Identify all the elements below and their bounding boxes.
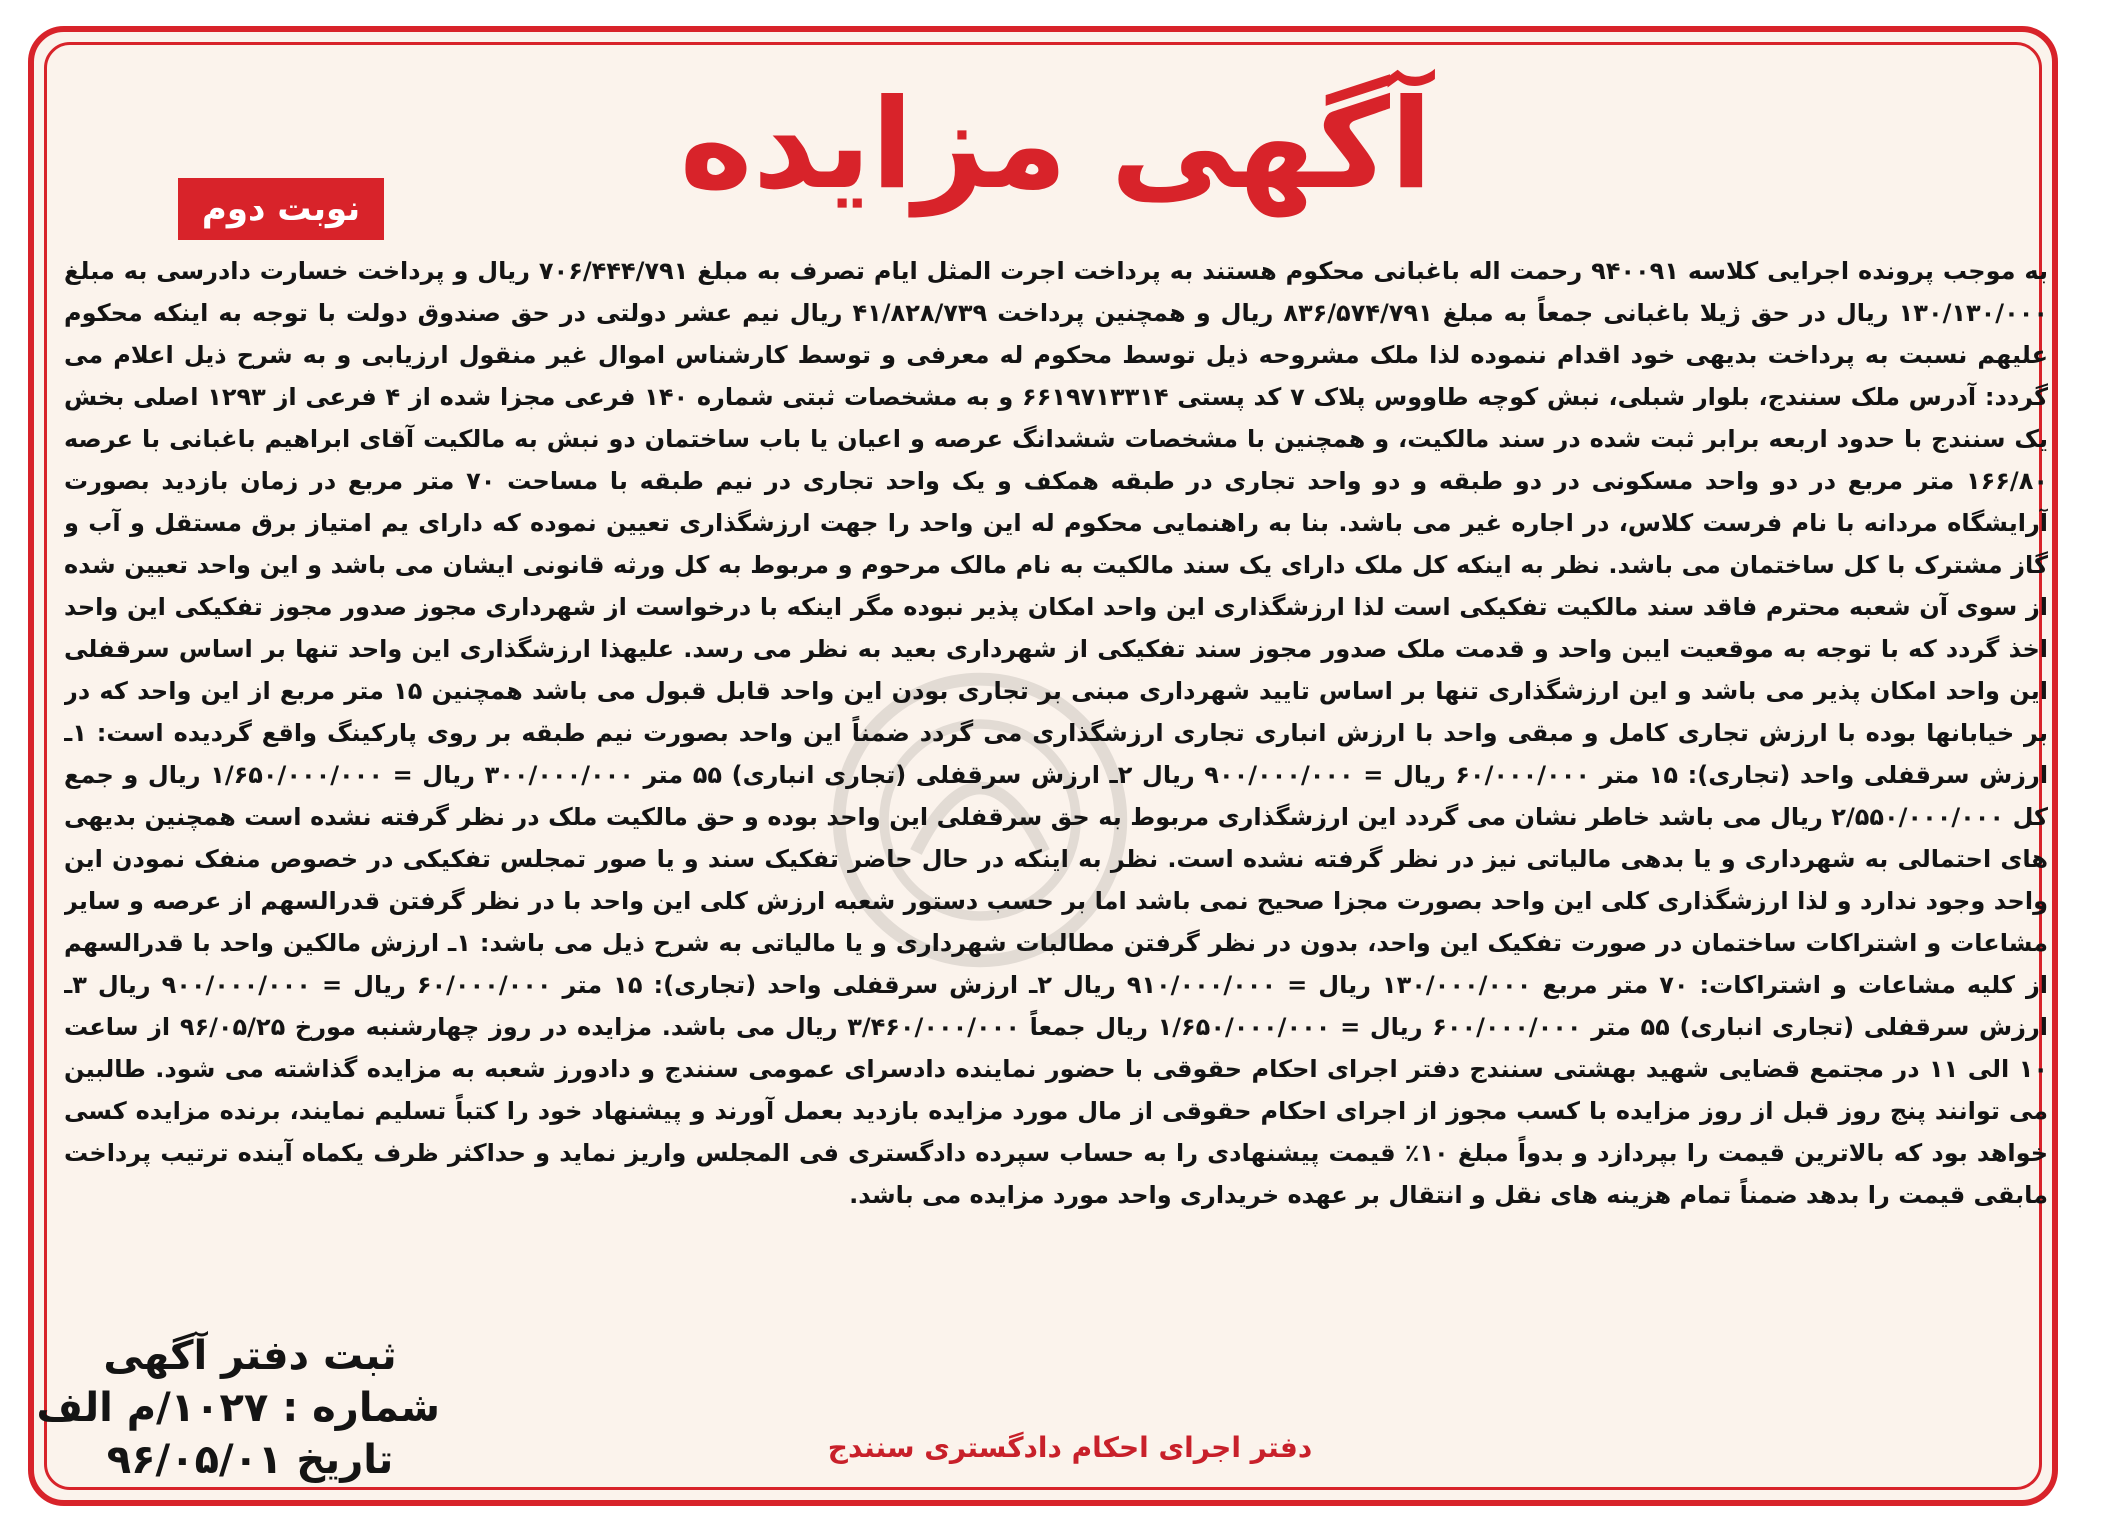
notice-body	[64, 250, 2048, 1310]
notice-title: آگهی مزایده	[679, 73, 1433, 217]
registry-block	[36, 1330, 440, 1486]
registry-title: ثبت دفتر آگهی	[103, 1333, 397, 1379]
round-badge: نوبت دوم	[178, 178, 384, 240]
issuing-office-signature: دفتر اجرای احکام دادگستری سنندج	[827, 1431, 1313, 1464]
registry-number: شماره : ۱۰۲۷/م الف	[36, 1385, 440, 1431]
notice-paragraph: به موجب پرونده اجرایی کلاسه ۹۴۰۰۹۱ رحمت اله باغبانی محکوم هستند به پرداخت اجرت المثل ایام تصرف به مبلغ ۷۰۶/۴۴۴/۷۹۱ ریال و پرداخت خسارت دادرسی به مبلغ ۱۳۰/۱۳۰/۰۰۰ ریال در حق ژیلا باغبانی جمعاً به مبلغ ۸۳۶/۵۷۴/۷۹۱ ریال و همچنین پرداخت ۴۱/۸۲۸/۷۳۹ ریال نیم عشر دولتی در حق صندوق دولت با توجه به اینکه محکوم علیهم نسبت به پرداخت بدیهی خود اقدام ننموده لذا ملک مشروحه ذیل توسط محکوم له معرفی و توسط کارشناس اموال غیر منقول ارزیابی و به شرح ذیل اعلام می گردد: آدرس ملک سنندج، بلوار شبلی، نبش کوچه طاووس پلاک ۷ کد پستی ۶۶۱۹۷۱۳۳۱۴ و به مشخصات ثبتی شماره ۱۴۰ فرعی مجزا شده از ۴ فرعی از ۱۲۹۳ اصلی بخش یک سنندج با حدود اربعه برابر ثبت شده در سند مالکیت، و همچنین با مشخصات ششدانگ عرصه و اعیان یا باب ساختمان دو نبش به مالکیت آقای ابراهیم باغبانی با عرصه ۱۶۶/۸۰ متر مربع در دو واحد مسکونی در دو طبقه و دو واحد تجاری در طبقه همکف و یک واحد تجاری در نیم طبقه با مساحت ۷۰ متر مربع در زمان بازدید بصورت آرایشگاه مردانه با نام فرست کلاس، در اجاره غیر می باشد. بنا به راهنمایی محکوم له این واحد را جهت ارزشگذاری تعیین نموده که دارای یم امتیاز برق مستقل و آب و گاز مشترک با کل ساختمان می باشد. نظر به اینکه کل ملک دارای یک سند مالکیت به نام مالک مرحوم و مربوط به کل ورثه قانونی ایشان می باشد و این واحد تعیین شده از سوی آن شعبه محترم فاقد سند مالکیت تفکیکی است لذا ارزشگذاری این واحد امکان پذیر نبوده مگر اینکه با درخواست از شهرداری مجوز صدور مجوز تفکیکی این واحد اخذ گردد که با توجه به موقعیت ایبن واحد و قدمت ملک صدور مجوز سند تفکیکی از شهرداری بعید به نظر می رسد. علیهذا ارزشگذاری این واحد تنها بر اساس سرقفلی این واحد امکان پذیر می باشد و این ارزشگذاری تنها بر اساس تایید شهرداری مبنی بر تجاری بودن این واحد قابل قبول می باشد همچنین ۱۵ متر مربع از این واحد که در بر خیابانها بوده با ارزش تجاری کامل و مبقی واحد با ارزش انباری تجاری ارزشگذاری می گردد ضمناً این واحد بصورت نیم طبقه بر روی پارکینگ واقع گردیده است: ۱ـ ارزش سرقفلی واحد (تجاری): ۱۵ متر ۶۰/۰۰۰/۰۰۰ ریال = ۹۰۰/۰۰۰/۰۰۰ ریال ۲ـ ارزش سرقفلی (تجاری انباری) ۵۵ متر ۳۰۰/۰۰۰/۰۰۰ ریال = ۱/۶۵۰/۰۰۰/۰۰۰ ریال و جمع کل ۲/۵۵۰/۰۰۰/۰۰۰ ریال می باشد خاطر نشان می گردد این ارزشگذاری مربوط به حق سرقفلی این واحد بوده و حق مالکیت ملک در نظر گرفته نشده است همچنین بدیهی های احتمالی به شهرداری و یا بدهی مالیاتی نیز در نظر گرفته نشده است. نظر به اینکه در حال حاضر تفکیک سند و یا صور تمجلس تفکیکی در خصوص منفک نمودن این واحد وجود ندارد و لذا ارزشگذاری کلی این واحد بصورت مجزا صحیح نمی باشد اما بر حسب دستور شعبه ارزش کلی این واحد با در نظر گرفتن قدرالسهم از عرصه و سایر مشاعات و اشتراکات ساختمان در صورت تفکیک این واحد، بدون در نظر گرفتن مطالبات شهرداری و یا مالیاتی به شرح ذیل می باشد: ۱ـ ارزش مالکین واحد با قدرالسهم از کلیه مشاعات و اشتراکات: ۷۰ متر مربع ۱۳۰/۰۰۰/۰۰۰ ریال = ۹۱۰/۰۰۰/۰۰۰ ریال ۲ـ ارزش سرقفلی واحد (تجاری): ۱۵ متر ۶۰/۰۰۰/۰۰۰ ریال = ۹۰۰/۰۰۰/۰۰۰ ریال ۳ـ ارزش سرقفلی (تجاری انباری) ۵۵ متر ۶۰۰/۰۰۰/۰۰۰ ریال = ۱/۶۵۰/۰۰۰/۰۰۰ ریال جمعاً ۳/۴۶۰/۰۰۰/۰۰۰ ریال می باشد. مزایده در روز چهارشنبه مورخ ۹۶/۰۵/۲۵ از ساعت ۱۰ الی ۱۱ در مجتمع قضایی شهید بهشتی سنندج دفتر اجرای احکام حقوقی با حضور نماینده دادسرای عمومی سنندج و دادورز شعبه به مزایده گذاشته می شود. طالبین می توانند پنج روز قبل از روز مزایده با کسب مجوز از اجرای احکام حقوقی از مال مورد مزایده بازدید بعمل آورند و پیشنهاد خود را کتباً تسلیم نمایند، برنده مزایده کسی خواهد بود که بالاترین قیمت را بپردازد و بدواً مبلغ ۱۰٪ قیمت پیشنهادی را به حساب سپرده دادگستری فی المجلس واریز نماید و حداکثر ظرف یکماه آینده ترتیب پرداخت مابقی قیمت را بدهد ضمناً تمام هزینه های نقل و انتقال بر عهده خریداری واحد مورد مزایده می باشد.	[64, 257, 2048, 1209]
registry-date: تاریخ ۹۶/۰۵/۰۱	[106, 1437, 394, 1483]
